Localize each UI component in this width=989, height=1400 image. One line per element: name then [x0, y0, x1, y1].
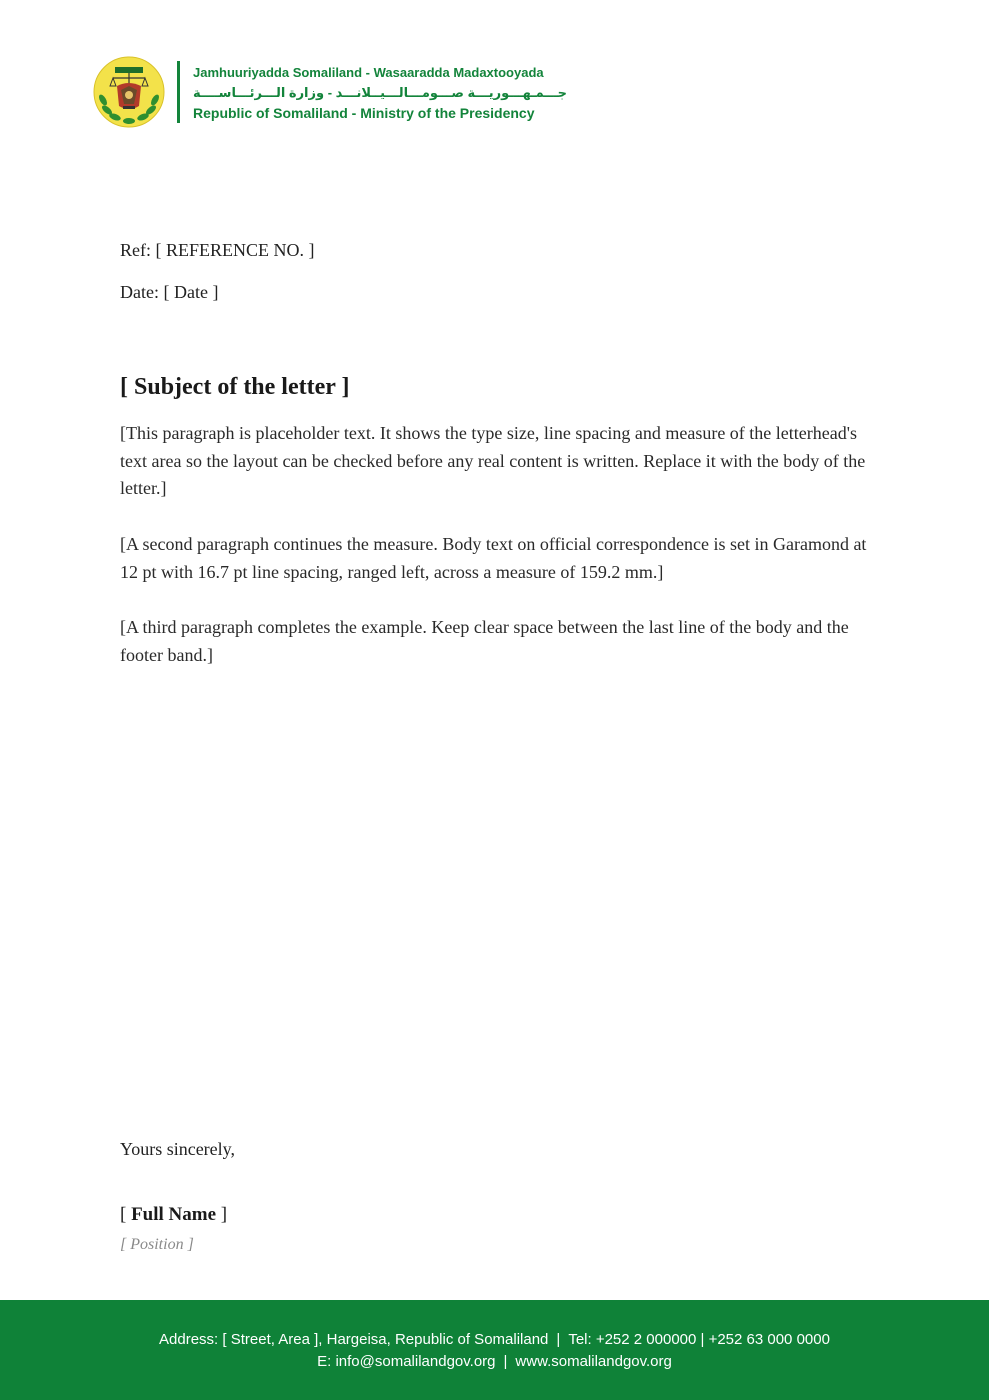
footer-line-2: [0, 1353, 989, 1370]
header-somali-title: Jamhuuriyadda Somaliland - Wasaaradda Madaxtooyada: [193, 65, 544, 80]
footer-band: [0, 1300, 989, 1400]
somaliland-coat-of-arms-icon: [93, 56, 165, 128]
letter-subject: [ Subject of the letter ]: [120, 374, 350, 400]
name-bracket-open: [: [120, 1204, 132, 1225]
footer-separator: |: [503, 1353, 508, 1370]
body-paragraph-1: [This paragraph is placeholder text. It shows the type size, line spacing and measure of the letterhead's text area so the layout can be checked before any real content is written. Replace it with the body of the letter.]: [120, 423, 866, 499]
date-line: Date: [ Date ]: [120, 282, 219, 302]
header-titles: [193, 63, 613, 123]
name-text: Full Name: [131, 1204, 217, 1225]
reference-line: Ref: [ REFERENCE NO. ]: [120, 240, 315, 260]
signatory-position: [ Position ]: [120, 1236, 194, 1253]
footer-separator: |: [556, 1331, 561, 1348]
letterhead-header: [93, 54, 613, 130]
body-paragraph-3: [A third paragraph completes the example. Keep clear space between the last line of the body and the footer band.]: [120, 617, 849, 665]
footer-address: Address: [ Street, Area ], Hargeisa, Republic of Somaliland: [159, 1331, 549, 1348]
header-english-title: Republic of Somaliland - Ministry of the Presidency: [193, 105, 535, 121]
header-divider: [177, 61, 180, 123]
signatory-name: [120, 1204, 227, 1226]
closing-salutation: Yours sincerely,: [120, 1139, 235, 1159]
body-paragraph-2: [A second paragraph continues the measure. Body text on official correspondence is set in Garamond at 12 pt with 16.7 pt line spacing, ranged left, across a measure of 159.2 mm.]: [120, 534, 867, 582]
footer-website[interactable]: www.somalilandgov.org: [515, 1353, 672, 1370]
name-bracket-close: ]: [216, 1204, 228, 1225]
footer-phones: Tel: +252 2 000000 | +252 63 000 0000: [568, 1331, 830, 1348]
footer-email[interactable]: E: info@somalilandgov.org: [317, 1353, 496, 1370]
footer-line-1: [0, 1331, 989, 1348]
header-arabic-title: جـــمـهـــوريـــة صـــومـــالـــيــلانـــد - وزارة الـــرئـــاســــة: [193, 85, 568, 100]
